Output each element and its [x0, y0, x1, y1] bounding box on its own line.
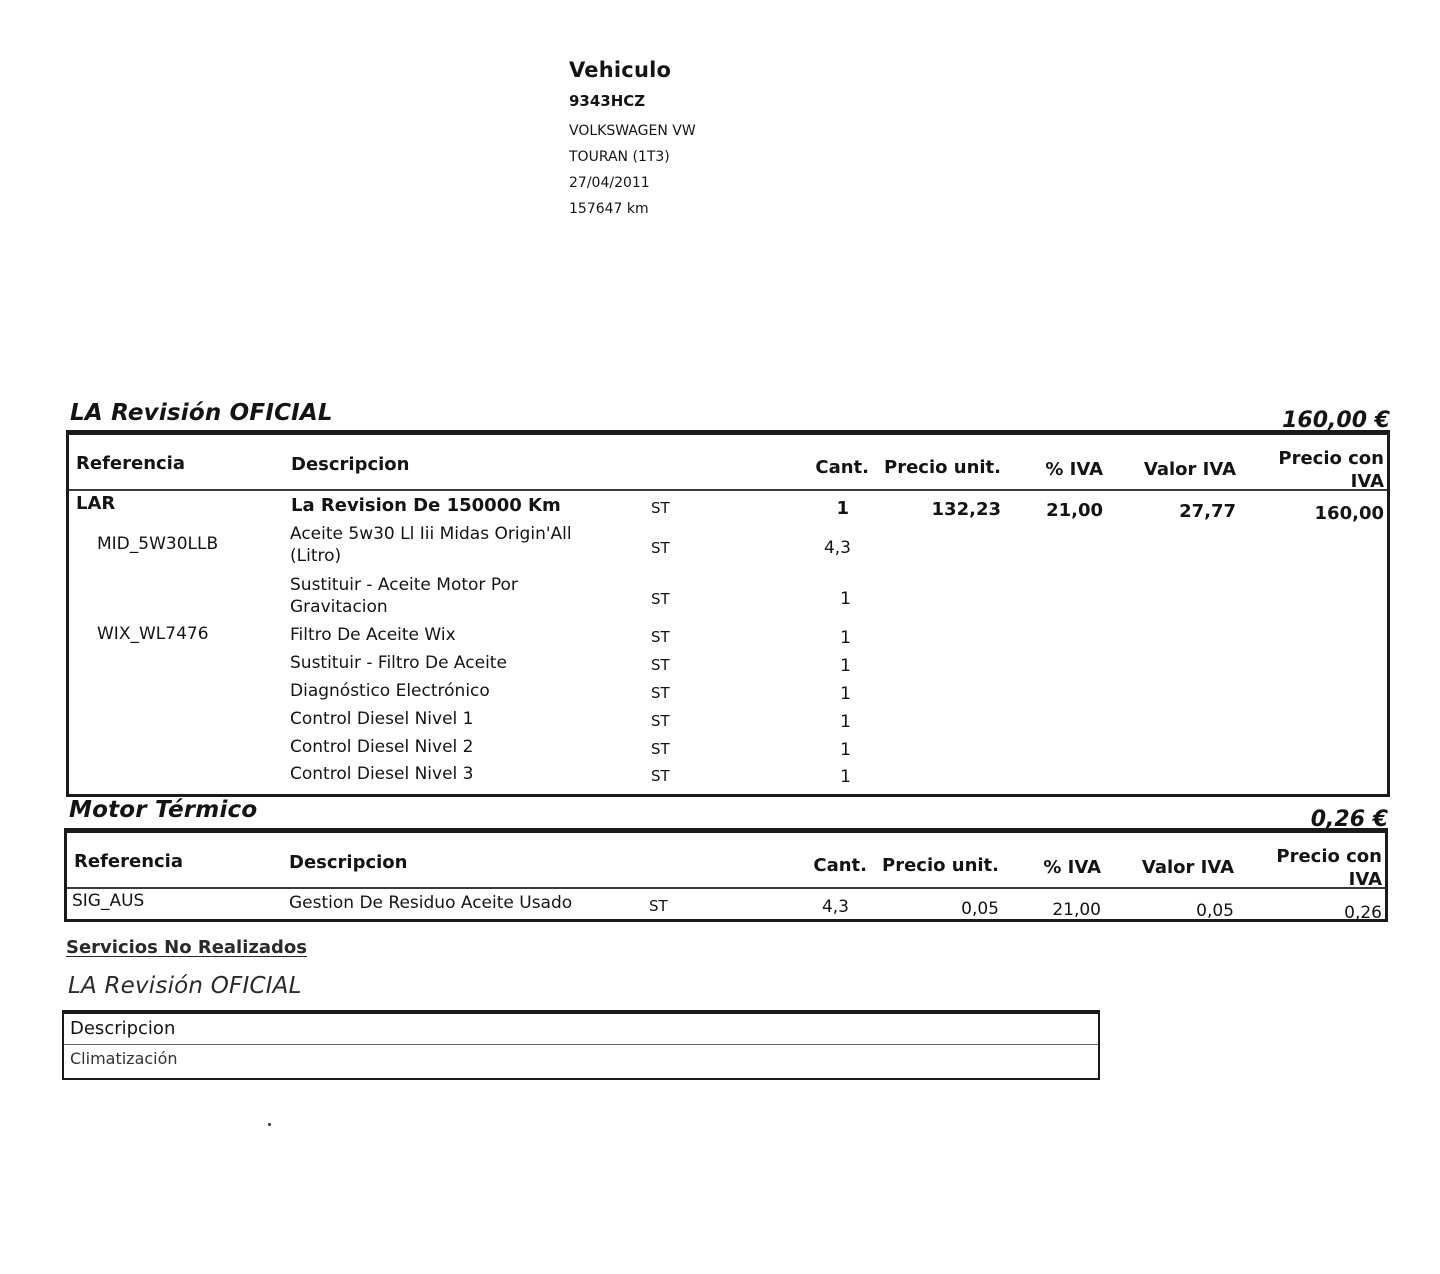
- services-not-done-link[interactable]: Servicios No Realizados: [66, 937, 307, 958]
- col-iva-pct: % IVA: [1045, 459, 1103, 480]
- col-ref: Referencia: [74, 851, 183, 872]
- revision-table: [66, 430, 1390, 797]
- main-row-iva-value: 27,77: [1179, 501, 1236, 522]
- col-qty: Cant.: [813, 855, 867, 876]
- motor-row-type: ST: [649, 897, 668, 915]
- col-unit-price: Precio unit.: [884, 457, 1001, 478]
- vehicle-date: 27/04/2011: [569, 175, 650, 191]
- col-iva-value: Valor IVA: [1141, 857, 1234, 878]
- col-price-iva: Precio con IVA: [1278, 448, 1384, 492]
- motor-table: [64, 828, 1388, 922]
- motor-row-price-iva: 0,26: [1344, 903, 1382, 923]
- item-desc: Control Diesel Nivel 2: [290, 737, 474, 757]
- not-done-col-desc: Descripcion: [70, 1018, 176, 1039]
- item-type: ST: [651, 656, 670, 674]
- col-price-iva: Precio con IVA: [1276, 846, 1382, 890]
- col-desc: Descripcion: [289, 852, 408, 873]
- vehicle-info: [569, 58, 869, 222]
- vehicle-plate: 9343HCZ: [569, 92, 646, 110]
- motor-title: Motor Térmico: [69, 797, 258, 823]
- vehicle-title: Vehiculo: [569, 58, 672, 82]
- col-ref: Referencia: [76, 453, 185, 474]
- item-type: ST: [651, 628, 670, 646]
- item-qty: 1: [840, 712, 851, 732]
- item-qty: 1: [840, 656, 851, 676]
- motor-table-header: [67, 833, 1385, 889]
- item-type: ST: [651, 684, 670, 702]
- main-row-unit-price: 132,23: [931, 499, 1001, 520]
- main-row-type: ST: [651, 499, 670, 517]
- item-type: ST: [651, 740, 670, 758]
- item-desc: Control Diesel Nivel 3: [290, 764, 474, 784]
- revision-title: LA Revisión OFICIAL: [70, 400, 333, 426]
- item-type: ST: [651, 539, 670, 557]
- motor-total: 0,26 €: [1310, 807, 1388, 832]
- not-done-item: Climatización: [70, 1049, 178, 1068]
- item-qty: 1: [840, 589, 851, 609]
- col-qty: Cant.: [815, 457, 869, 478]
- not-done-header: [64, 1014, 1098, 1045]
- motor-row-ref: SIG_AUS: [72, 891, 145, 911]
- item-type: ST: [651, 767, 670, 785]
- item-qty: 4,3: [823, 538, 851, 558]
- item-qty: 1: [840, 684, 851, 704]
- item-desc: Sustituir - Aceite Motor Por: [290, 575, 518, 595]
- stray-dot: [268, 1123, 271, 1126]
- item-ref: WIX_WL7476: [97, 624, 209, 644]
- col-desc: Descripcion: [291, 454, 410, 475]
- item-desc: Control Diesel Nivel 1: [290, 709, 474, 729]
- revision-total: 160,00 €: [1282, 408, 1390, 433]
- motor-row-iva-value: 0,05: [1196, 901, 1234, 921]
- not-done-title: LA Revisión OFICIAL: [68, 973, 302, 999]
- not-done-table: [62, 1010, 1100, 1080]
- main-row-price-iva: 160,00: [1314, 503, 1384, 524]
- main-row-iva-pct: 21,00: [1046, 500, 1103, 521]
- item-qty: 1: [840, 740, 851, 760]
- item-qty: 1: [840, 767, 851, 787]
- vehicle-model: TOURAN (1T3): [569, 149, 670, 165]
- item-type: ST: [651, 712, 670, 730]
- motor-row-iva-pct: 21,00: [1052, 900, 1101, 920]
- item-qty: 1: [840, 628, 851, 648]
- item-desc-cont: Gravitacion: [290, 597, 388, 617]
- motor-row-unit-price: 0,05: [961, 899, 999, 919]
- item-type: ST: [651, 590, 670, 608]
- motor-row-desc: Gestion De Residuo Aceite Usado: [289, 893, 573, 913]
- revision-table-header: [69, 435, 1387, 491]
- col-iva-value: Valor IVA: [1143, 459, 1236, 480]
- main-row-qty: 1: [836, 498, 849, 519]
- item-ref: MID_5W30LLB: [97, 534, 219, 554]
- vehicle-make: VOLKSWAGEN VW: [569, 123, 696, 139]
- motor-row-qty: 4,3: [821, 897, 849, 917]
- item-desc-cont: (Litro): [290, 546, 342, 566]
- col-iva-pct: % IVA: [1043, 857, 1101, 878]
- main-row-ref: LAR: [76, 493, 116, 514]
- vehicle-mileage: 157647 km: [569, 201, 649, 217]
- item-desc: Filtro De Aceite Wix: [290, 625, 456, 645]
- item-desc: Sustituir - Filtro De Aceite: [290, 653, 507, 673]
- main-row-desc: La Revision De 150000 Km: [291, 495, 561, 516]
- col-unit-price: Precio unit.: [882, 855, 999, 876]
- item-desc: Diagnóstico Electrónico: [290, 681, 490, 701]
- item-desc: Aceite 5w30 Ll Iii Midas Origin'All: [290, 524, 572, 544]
